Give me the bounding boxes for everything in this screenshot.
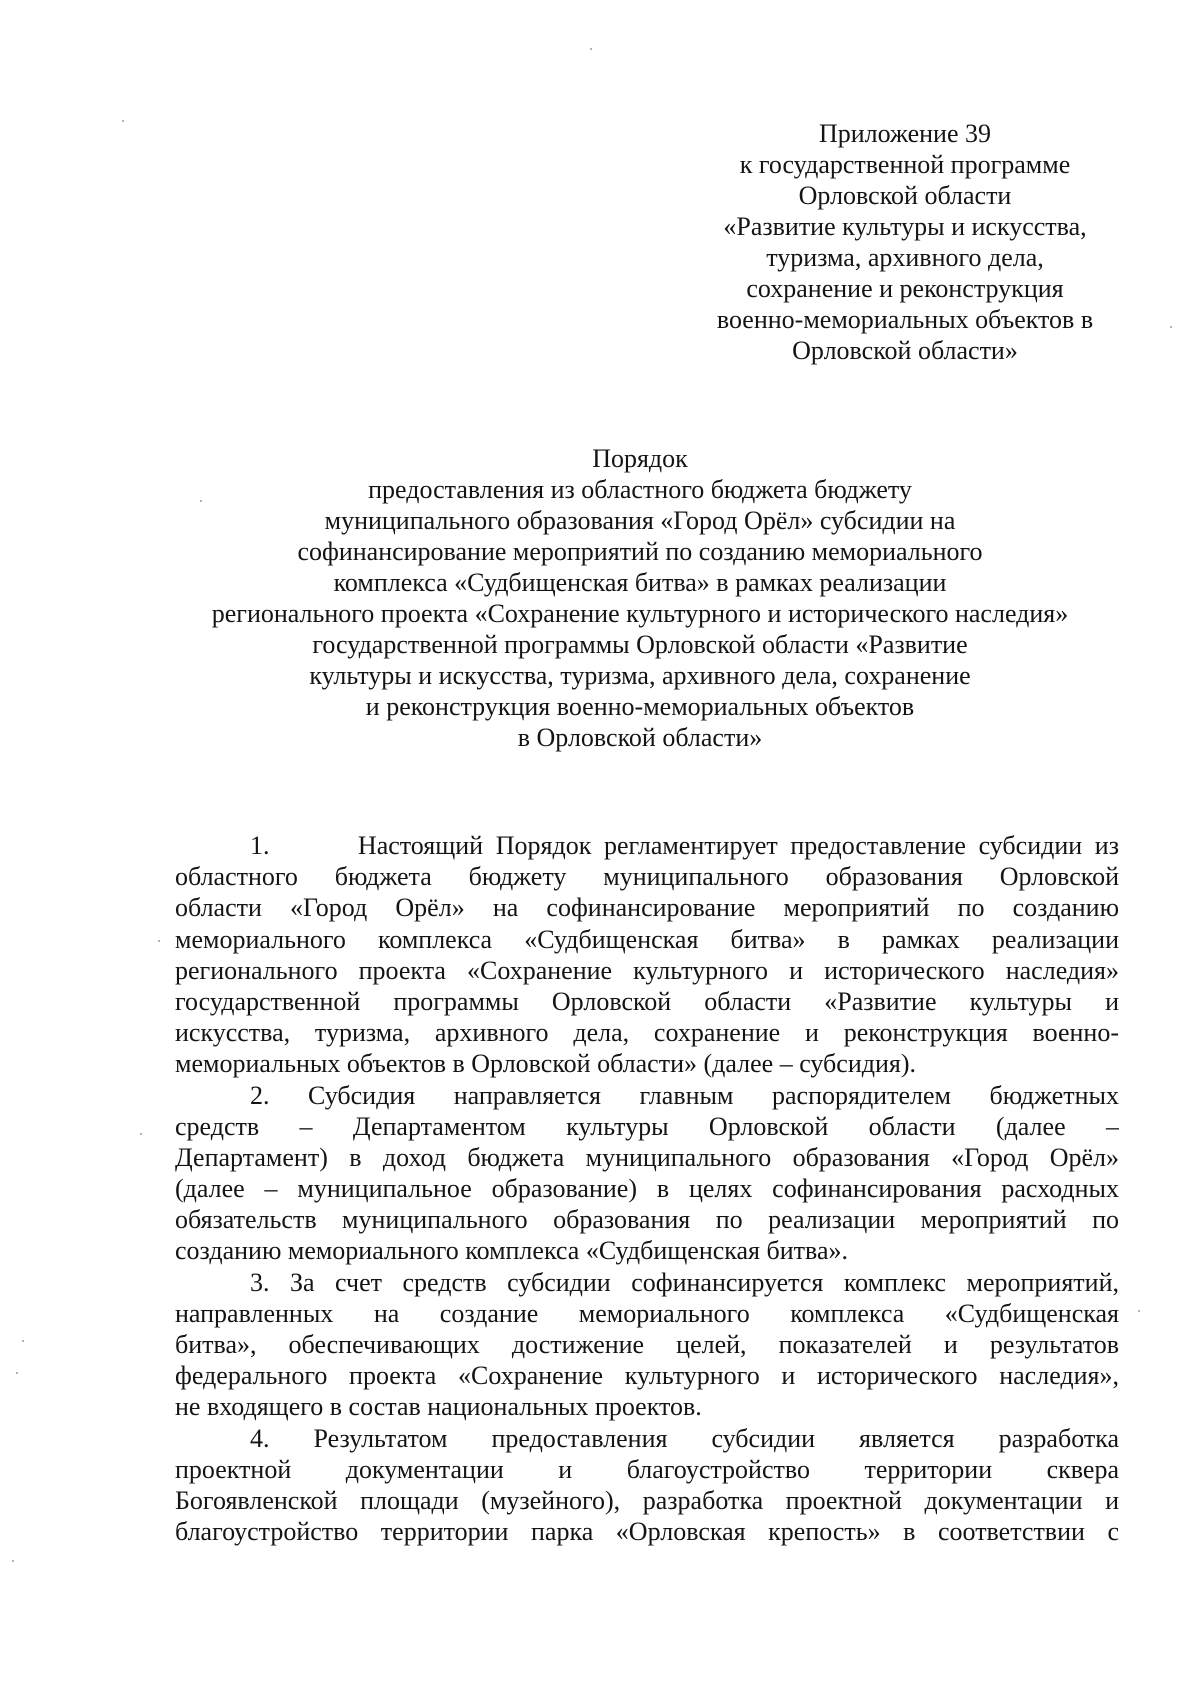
paragraph-line: Департамент) в доход бюджета муниципального образования «Город Орёл» xyxy=(175,1142,1119,1172)
title-line: государственной программы Орловской области «Развитие xyxy=(312,630,968,659)
scan-speck xyxy=(200,500,202,502)
paragraph-line: 2. Субсидия направляется главным распорядителем бюджетных xyxy=(250,1080,1119,1110)
scan-speck xyxy=(158,940,160,942)
paragraph-line: областного бюджета бюджету муниципального образования Орловской xyxy=(175,862,1119,892)
document-body xyxy=(175,830,1119,1547)
title-line: комплекса «Судбищенская битва» в рамках реализации xyxy=(333,568,947,597)
title-line: регионального проекта «Сохранение культурного и исторического наследия» xyxy=(211,599,1069,628)
appendix-line: сохранение и реконструкция xyxy=(746,274,1064,303)
title-line: культуры и искусства, туризма, архивного дела, сохранение xyxy=(309,661,971,690)
paragraph-line: Богоявленской площади (музейного), разработка проектной документации и xyxy=(175,1485,1119,1515)
paragraph-line: федерального проекта «Сохранение культурного и исторического наследия», xyxy=(175,1361,1119,1391)
paragraph-2 xyxy=(175,1080,1119,1267)
title-heading: Порядок xyxy=(592,444,688,473)
appendix-line: военно-мемориальных объектов в xyxy=(716,305,1094,334)
paragraph-line: благоустройство территории парка «Орловская крепость» в соответствии с xyxy=(175,1517,1119,1547)
title-line: предоставления из областного бюджета бюджету xyxy=(368,475,912,504)
paragraph-line: средств – Департаментом культуры Орловской области (далее – xyxy=(175,1111,1119,1141)
paragraph-line: не входящего в состав национальных проектов. xyxy=(175,1392,702,1422)
paragraph-line: 3. За счет средств субсидии софинансируется комплекс мероприятий, xyxy=(250,1267,1119,1297)
title-line: муниципального образования «Город Орёл» субсидии на xyxy=(324,506,956,535)
paragraph-line: созданию мемориального комплекса «Судбищенская битва». xyxy=(175,1236,848,1266)
scan-speck xyxy=(590,48,592,50)
scan-speck xyxy=(140,1133,142,1135)
title-line: софинансирование мероприятий по созданию мемориального xyxy=(297,537,983,566)
paragraph-line: 1. Настоящий Порядок регламентирует предоставление субсидии из xyxy=(250,831,1119,860)
paragraph-line: области «Город Орёл» на софинансирование мероприятий по созданию xyxy=(175,893,1119,923)
paragraph-line: битва», обеспечивающих достижение целей, показателей и результатов xyxy=(175,1330,1119,1359)
scan-speck xyxy=(22,1340,24,1342)
paragraph-line: мемориального комплекса «Судбищенская битва» в рамках реализации xyxy=(175,924,1119,954)
appendix-line: к государственной программе xyxy=(739,150,1071,179)
paragraph-4 xyxy=(175,1423,1119,1548)
appendix-line: «Развитие культуры и искусства, xyxy=(723,212,1087,241)
appendix-line: Орловской области» xyxy=(792,336,1018,365)
scan-speck xyxy=(12,1560,14,1562)
appendix-line: Приложение 39 xyxy=(818,119,992,148)
paragraph-1 xyxy=(175,830,1119,1080)
paragraph-line: государственной программы Орловской области «Развитие культуры и xyxy=(175,986,1119,1016)
document-title xyxy=(160,443,1120,753)
paragraph-line: мемориальных объектов в Орловской области» (далее – субсидия). xyxy=(175,1049,916,1079)
paragraph-line: искусства, туризма, архивного дела, сохранение и реконструкция военно- xyxy=(175,1018,1119,1048)
scan-speck xyxy=(1138,1310,1140,1312)
appendix-header xyxy=(690,118,1120,366)
title-line: в Орловской области» xyxy=(517,723,763,752)
title-line: и реконструкция военно-мемориальных объектов xyxy=(365,692,915,721)
paragraph-line: направленных на создание мемориального комплекса «Судбищенская xyxy=(175,1298,1119,1328)
paragraph-line: 4. Результатом предоставления субсидии является разработка xyxy=(250,1423,1119,1453)
paragraph-line: (далее – муниципальное образование) в целях софинансирования расходных xyxy=(175,1174,1119,1204)
paragraph-line: проектной документации и благоустройство территории сквера xyxy=(175,1454,1119,1484)
paragraph-line: обязательств муниципального образования по реализации мероприятий по xyxy=(175,1205,1119,1235)
scan-speck xyxy=(122,120,124,122)
appendix-line: Орловской области xyxy=(798,181,1012,210)
paragraph-3 xyxy=(175,1267,1119,1423)
appendix-line: туризма, архивного дела, xyxy=(766,243,1044,272)
scan-speck xyxy=(16,1372,18,1374)
scan-speck xyxy=(1170,326,1172,328)
paragraph-line: регионального проекта «Сохранение культурного и исторического наследия» xyxy=(175,955,1119,985)
